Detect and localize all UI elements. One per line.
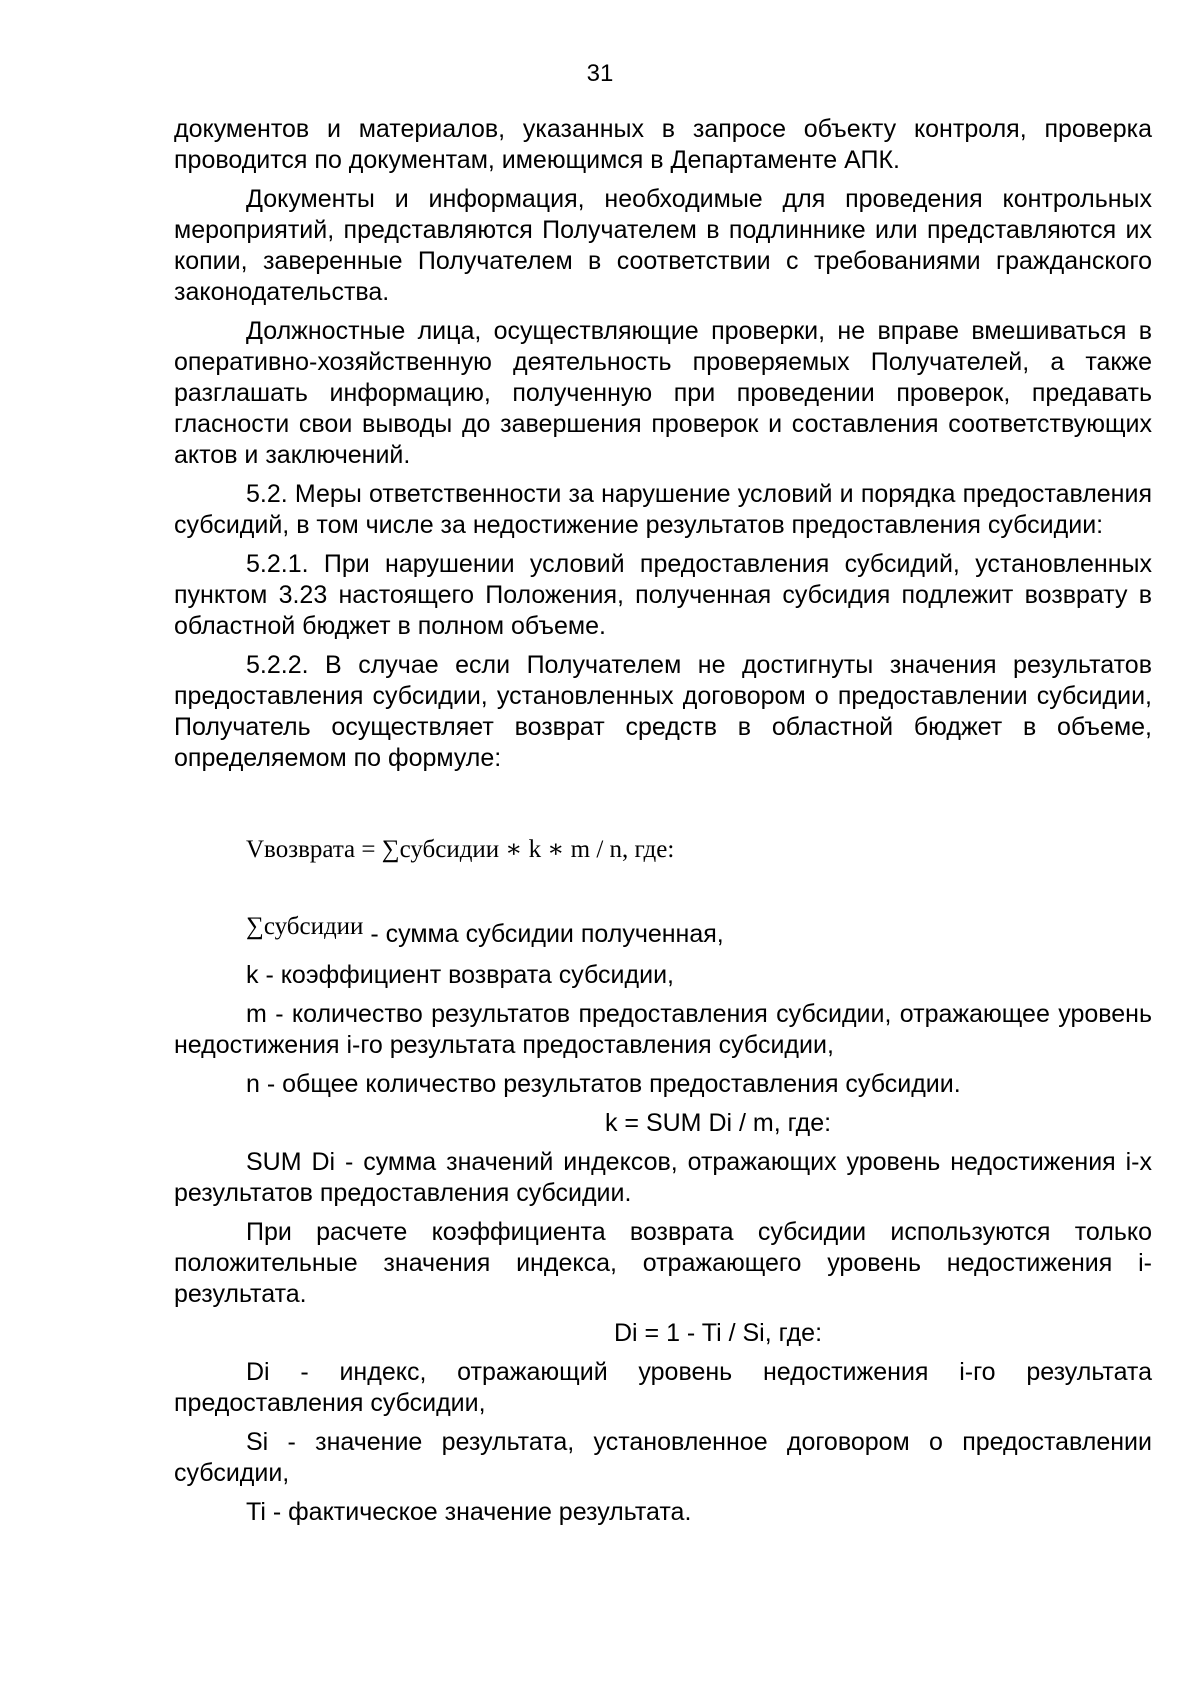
- definition-di: Di - индекс, отражающий уровень недостижения i-го результата предоставления субсидии,: [174, 1358, 1152, 1417]
- definition-ti: Ti - фактическое значение результата.: [246, 1498, 692, 1526]
- definition-sum: [174, 913, 1152, 950]
- paragraph-positive-values: При расчете коэффициента возврата субсидии используются только положительные значения индекса, отражающего уровень недостижения i-результата.: [174, 1218, 1152, 1308]
- paragraph-5-2-2: 5.2.2. В случае если Получателем не достигнуты значения результатов предоставления субсидии, установленных договором о предоставлении субсидии, Получатель осуществляет возврат средств в областной бюджет в объеме, определяемом по формуле:: [174, 651, 1152, 772]
- paragraph-continuation: документов и материалов, указанных в запросе объекту контроля, проверка проводится по документам, имеющимся в Департаменте АПК.: [174, 115, 1152, 174]
- definition-sum-di: SUM Di - сумма значений индексов, отражающих уровень недостижения i-х результатов предоставления субсидии.: [174, 1148, 1152, 1207]
- definition-m: m - количество результатов предоставления субсидии, отражающее уровень недостижения i-го результата предоставления субсидии,: [174, 1000, 1152, 1059]
- k-formula: k = SUM Di / m, где:: [604, 1109, 832, 1137]
- sum-definition-text: - сумма субсидии полученная,: [363, 920, 724, 948]
- paragraph-5-2: 5.2. Меры ответственности за нарушение условий и порядка предоставления субсидий, в том числе за недостижение результатов предоставления субсидии:: [174, 480, 1152, 539]
- paragraph-5-2-1: 5.2.1. При нарушении условий предоставления субсидий, установленных пунктом 3.23 настоящего Положения, полученная субсидия подлежит возврату в областной бюджет в полном объеме.: [174, 550, 1152, 640]
- di-formula: Di = 1 - Ti / Si, где:: [613, 1319, 823, 1347]
- definition-k: k - коэффициент возврата субсидии,: [246, 961, 674, 989]
- sum-symbol: ∑субсидии: [246, 913, 364, 940]
- document-body: [174, 114, 1152, 1536]
- return-formula: Vвозврата = ∑субсидии ∗ k ∗ m / n, где:: [246, 836, 675, 863]
- formula-spacer: [174, 865, 1152, 919]
- paragraph-documents: Документы и информация, необходимые для проведения контрольных мероприятий, представляются Получателем в подлиннике или представляются их копии, заверенные Получателем в соответствии с требованиями гражданского законодательства.: [174, 185, 1152, 306]
- definition-n: n - общее количество результатов предоставления субсидии.: [246, 1070, 961, 1098]
- formula-spacer: [174, 782, 1152, 834]
- paragraph-officials: Должностные лица, осуществляющие проверки, не вправе вмешиваться в оперативно-хозяйственную деятельность проверяемых Получателей, а также разглашать информацию, полученную при проведении проверок, предавать гласности свои выводы до завершения проверок и составления соответствующих актов и заключений.: [174, 317, 1152, 469]
- page-number: 31: [586, 60, 614, 87]
- definition-si: Si - значение результата, установленное договором о предоставлении субсидии,: [174, 1428, 1152, 1487]
